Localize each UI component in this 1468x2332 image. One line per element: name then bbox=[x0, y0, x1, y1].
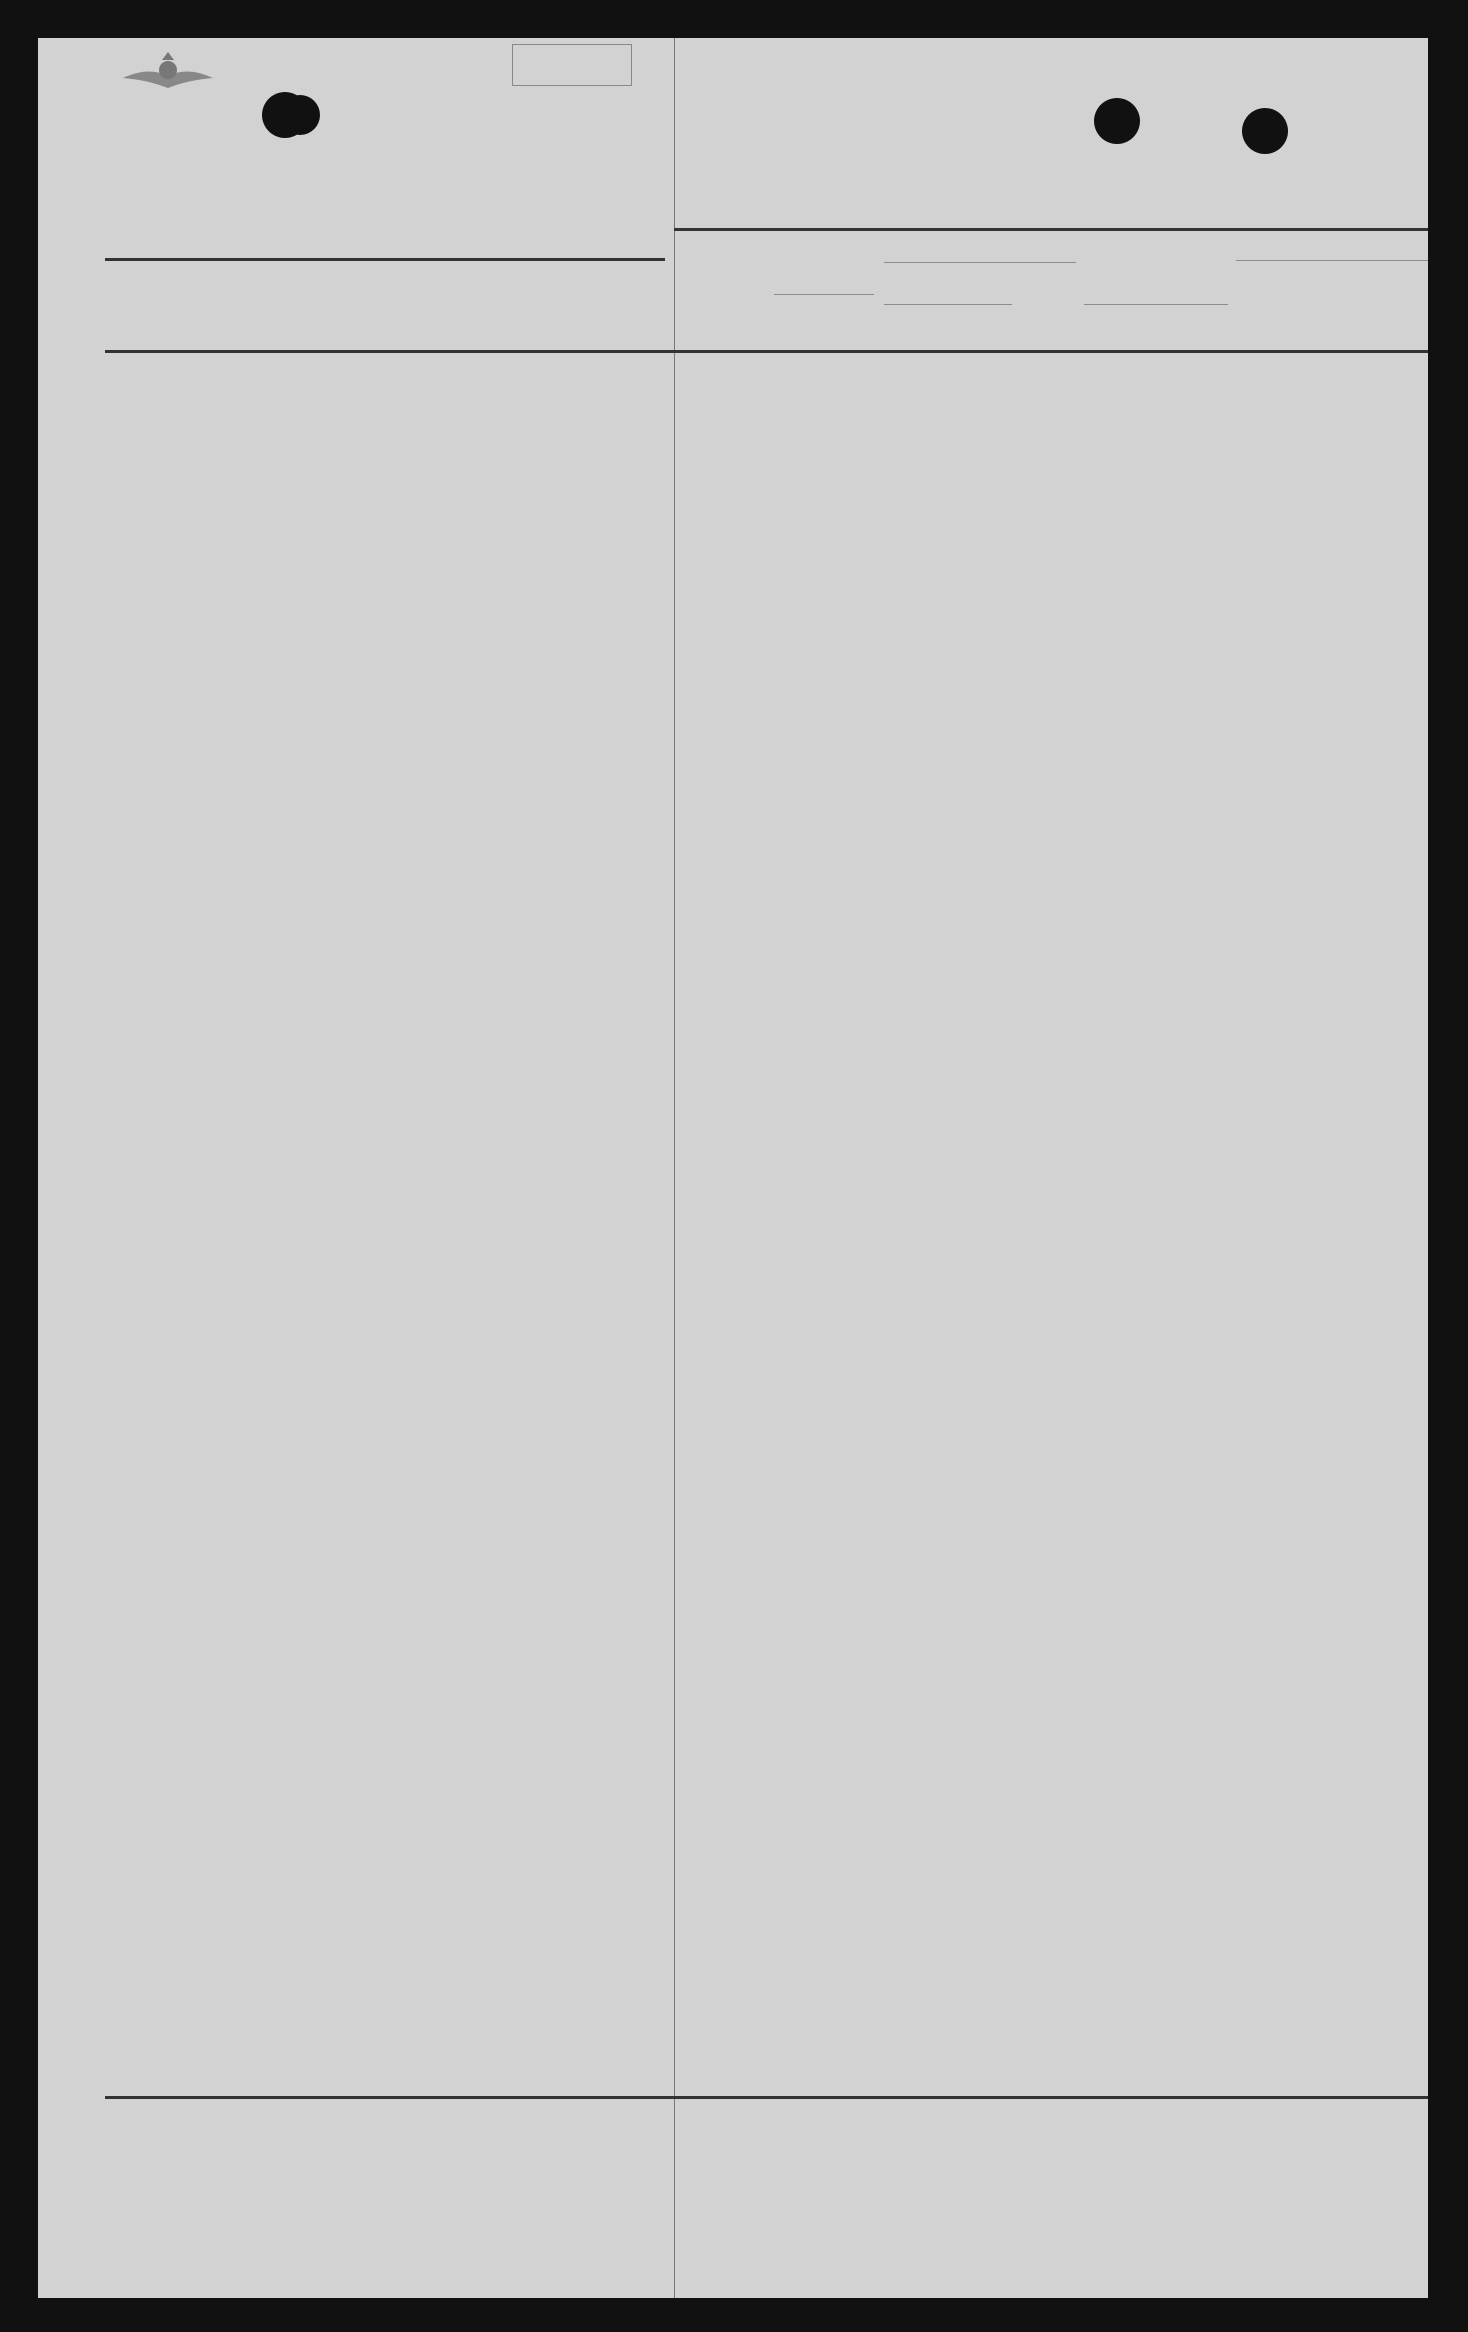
header-rule bbox=[884, 304, 1012, 305]
manifest-page bbox=[38, 38, 1428, 2298]
table-header-bottom bbox=[105, 350, 1428, 353]
header-rule bbox=[884, 262, 1076, 263]
footer-top-border bbox=[105, 2096, 1428, 2099]
header-rule bbox=[1236, 260, 1428, 261]
perforation-line bbox=[674, 38, 675, 2298]
punch-hole bbox=[1242, 108, 1288, 154]
table-top-border bbox=[105, 258, 665, 261]
klm-crown-logo bbox=[118, 48, 218, 102]
header-rule bbox=[1084, 304, 1228, 305]
icao-box bbox=[512, 44, 632, 86]
table-top-border bbox=[674, 228, 1428, 231]
header-rule bbox=[774, 294, 874, 295]
punch-hole bbox=[280, 95, 320, 135]
punch-hole bbox=[1094, 98, 1140, 144]
